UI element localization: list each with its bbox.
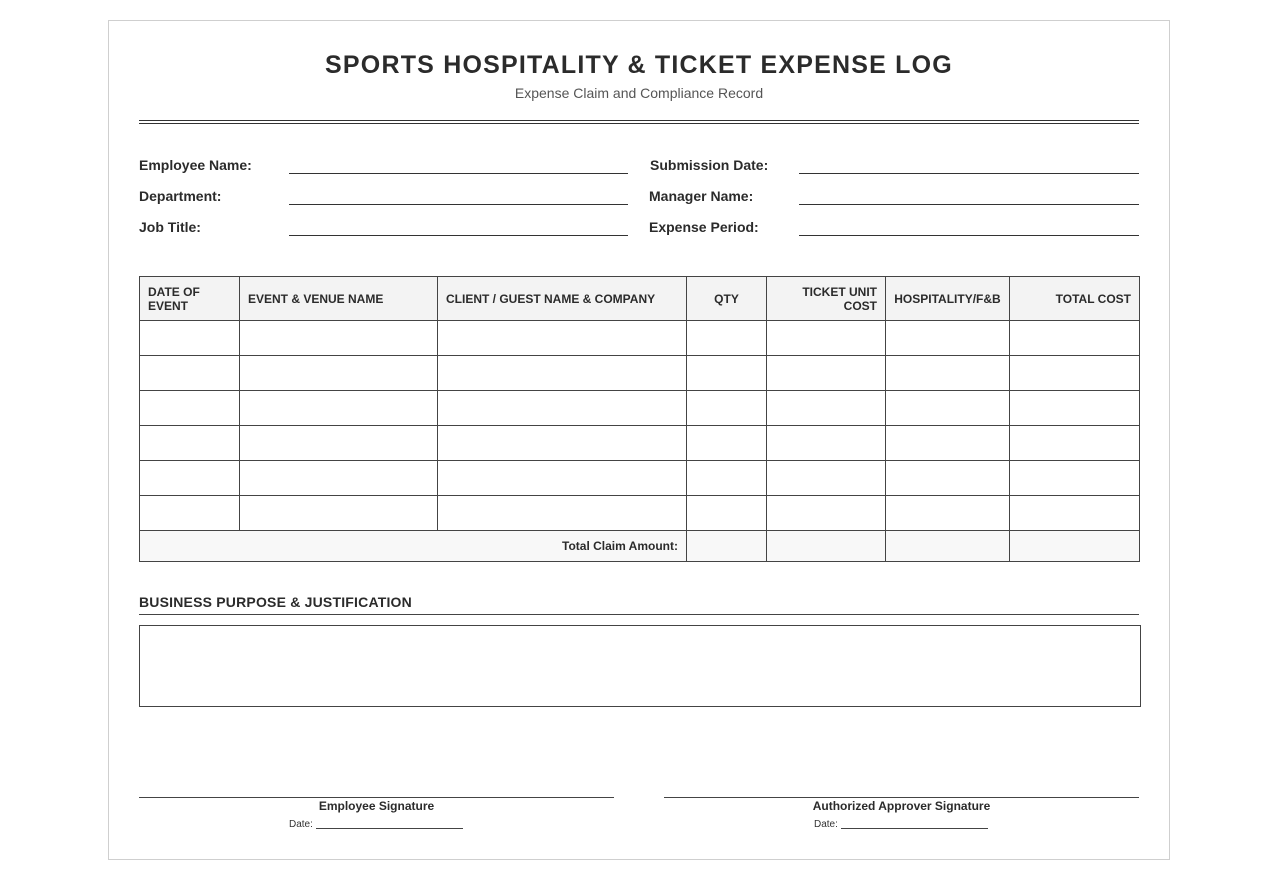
total-cost-cell[interactable] — [1010, 531, 1140, 562]
hospitality-cell[interactable] — [886, 321, 1010, 356]
event-venue-cell[interactable] — [240, 321, 438, 356]
column-header-date: DATE OF EVENT — [140, 277, 240, 321]
purpose-textarea[interactable] — [139, 625, 1141, 707]
employee-signature-label: Employee Signature — [318, 799, 435, 813]
job-title-label: Job Title: — [139, 219, 201, 235]
date-cell[interactable] — [140, 356, 240, 391]
column-header-hospitality: HOSPITALITY/F&B — [886, 277, 1010, 321]
hospitality-cell[interactable] — [886, 496, 1010, 531]
expense-period-label: Expense Period: — [649, 219, 759, 235]
page-title: SPORTS HOSPITALITY & TICKET EXPENSE LOG — [325, 51, 953, 79]
client-guest-cell[interactable] — [438, 496, 687, 531]
total-row — [140, 531, 1140, 562]
date-cell[interactable] — [140, 461, 240, 496]
event-venue-cell[interactable] — [240, 496, 438, 531]
expense-table-body — [140, 321, 1140, 562]
qty-cell[interactable] — [687, 496, 767, 531]
event-venue-cell[interactable] — [240, 391, 438, 426]
employee-date-field[interactable] — [316, 818, 463, 829]
column-header-ticket-unit-cost: TICKET UNIT COST — [767, 277, 886, 321]
department-label: Department: — [139, 188, 222, 204]
qty-cell[interactable] — [687, 321, 767, 356]
column-header-total-cost: TOTAL COST — [1010, 277, 1140, 321]
qty-cell[interactable] — [687, 461, 767, 496]
table-row — [140, 391, 1140, 426]
client-guest-cell[interactable] — [438, 391, 687, 426]
date-cell[interactable] — [140, 496, 240, 531]
table-row — [140, 356, 1140, 391]
department-field[interactable] — [289, 204, 628, 205]
page-subtitle: Expense Claim and Compliance Record — [514, 85, 764, 101]
employee-name-field[interactable] — [289, 173, 628, 174]
purpose-divider — [139, 614, 1139, 615]
total-cost-cell[interactable] — [1010, 461, 1140, 496]
client-guest-cell[interactable] — [438, 426, 687, 461]
header-divider — [139, 120, 1139, 124]
column-header-client-guest: CLIENT / GUEST NAME & COMPANY — [438, 277, 687, 321]
hospitality-cell[interactable] — [886, 461, 1010, 496]
total-claim-label: Total Claim Amount: — [140, 531, 687, 562]
total-ticket-cost-cell[interactable] — [767, 531, 886, 562]
date-cell[interactable] — [140, 391, 240, 426]
total-cost-cell[interactable] — [1010, 321, 1140, 356]
ticket-unit-cost-cell[interactable] — [767, 356, 886, 391]
approver-date — [814, 818, 988, 830]
table-header-row — [140, 277, 1140, 321]
client-guest-cell[interactable] — [438, 321, 687, 356]
event-venue-cell[interactable] — [240, 461, 438, 496]
ticket-unit-cost-cell[interactable] — [767, 426, 886, 461]
ticket-unit-cost-cell[interactable] — [767, 496, 886, 531]
total-cost-cell[interactable] — [1010, 496, 1140, 531]
qty-cell[interactable] — [687, 426, 767, 461]
client-guest-cell[interactable] — [438, 461, 687, 496]
submission-date-label: Submission Date: — [650, 157, 769, 173]
purpose-section-title: BUSINESS PURPOSE & JUSTIFICATION — [139, 594, 412, 610]
date-cell[interactable] — [140, 321, 240, 356]
event-venue-cell[interactable] — [240, 356, 438, 391]
approver-date-label: Date: — [814, 819, 838, 830]
total-hospitality-cell[interactable] — [886, 531, 1010, 562]
column-header-qty: QTY — [687, 277, 767, 321]
table-row — [140, 426, 1140, 461]
hospitality-cell[interactable] — [886, 426, 1010, 461]
ticket-unit-cost-cell[interactable] — [767, 461, 886, 496]
total-cost-cell[interactable] — [1010, 391, 1140, 426]
table-row — [140, 321, 1140, 356]
total-cost-cell[interactable] — [1010, 356, 1140, 391]
date-cell[interactable] — [140, 426, 240, 461]
employee-name-label: Employee Name: — [139, 157, 252, 173]
qty-cell[interactable] — [687, 356, 767, 391]
ticket-unit-cost-cell[interactable] — [767, 321, 886, 356]
expense-form — [108, 20, 1170, 860]
expense-period-field[interactable] — [799, 235, 1139, 236]
event-venue-cell[interactable] — [240, 426, 438, 461]
client-guest-cell[interactable] — [438, 356, 687, 391]
approver-date-field[interactable] — [841, 818, 988, 829]
employee-date — [289, 818, 463, 830]
submission-date-field[interactable] — [799, 173, 1139, 174]
employee-date-label: Date: — [289, 819, 313, 830]
qty-cell[interactable] — [687, 391, 767, 426]
expense-table — [139, 276, 1140, 562]
manager-name-label: Manager Name: — [649, 188, 754, 204]
manager-name-field[interactable] — [799, 204, 1139, 205]
approver-signature-line[interactable] — [664, 797, 1139, 798]
total-cost-cell[interactable] — [1010, 426, 1140, 461]
hospitality-cell[interactable] — [886, 356, 1010, 391]
employee-signature-line[interactable] — [139, 797, 614, 798]
hospitality-cell[interactable] — [886, 391, 1010, 426]
column-header-event-venue: EVENT & VENUE NAME — [240, 277, 438, 321]
table-row — [140, 461, 1140, 496]
ticket-unit-cost-cell[interactable] — [767, 391, 886, 426]
approver-signature-label: Authorized Approver Signature — [812, 799, 991, 813]
table-row — [140, 496, 1140, 531]
job-title-field[interactable] — [289, 235, 628, 236]
total-qty-cell[interactable] — [687, 531, 767, 562]
